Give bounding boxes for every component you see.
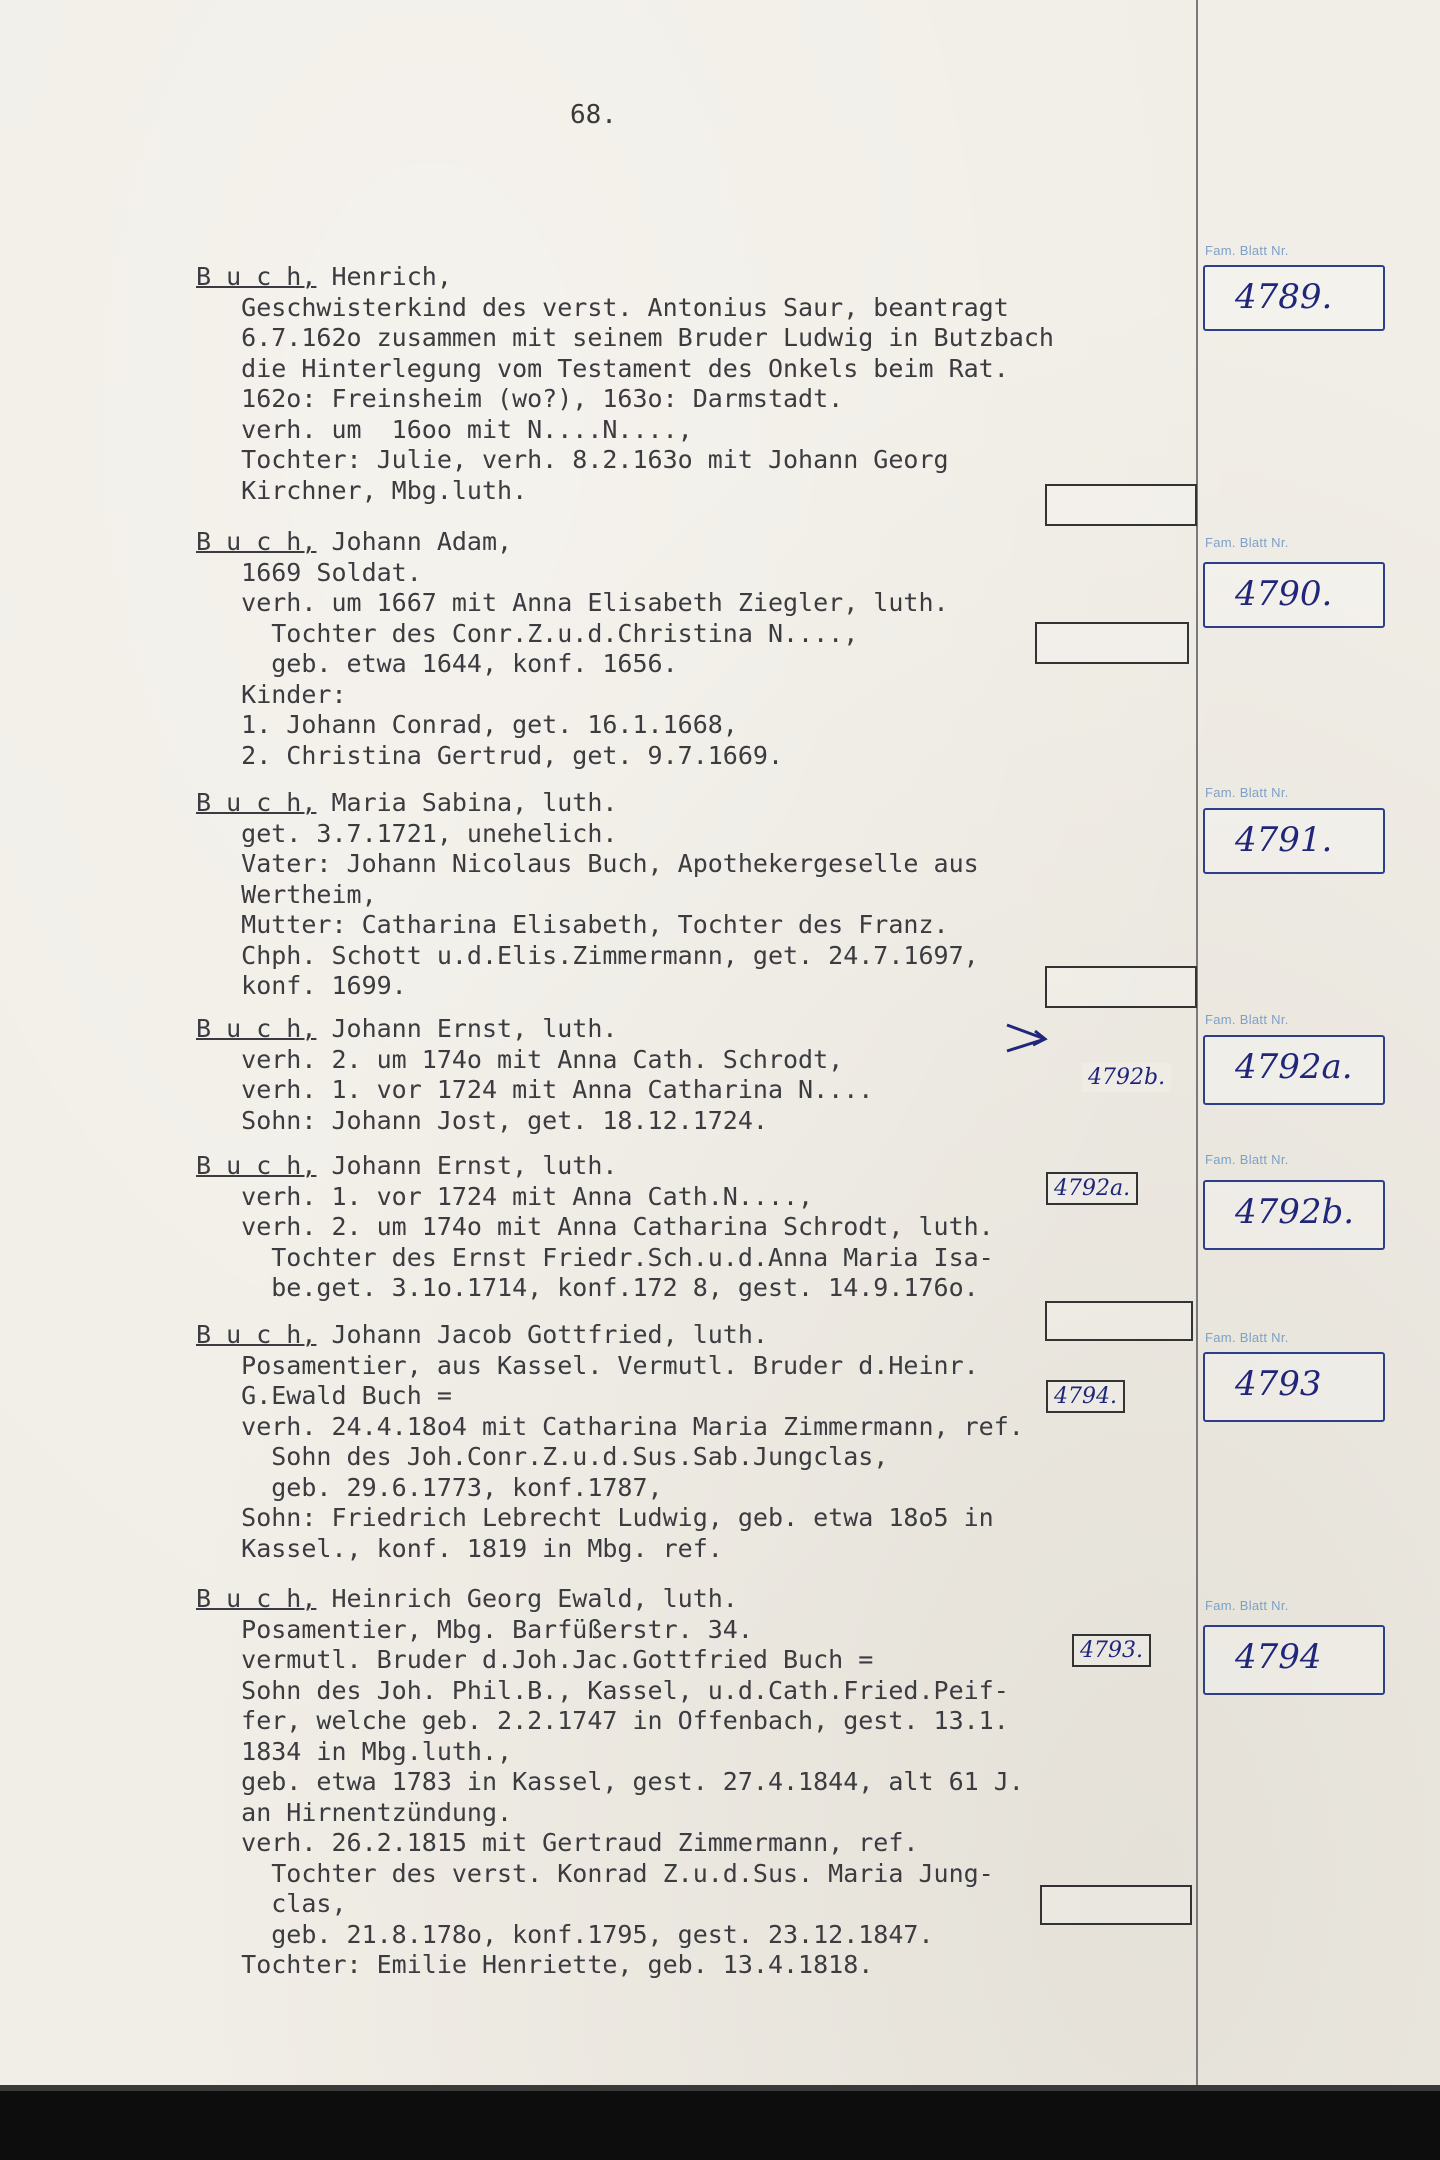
entry-line: Mutter: Catharina Elisabeth, Tochter des Franz. — [196, 910, 949, 939]
fam-blatt-label: Fam. Blatt Nr. — [1205, 1598, 1289, 1613]
entry-buch-johann-ernst-a — [196, 1014, 873, 1136]
entry-line: Tochter des Conr.Z.u.d.Christina N...., — [196, 618, 859, 648]
empty-ref-box — [1045, 484, 1197, 526]
entry-line: verh. um 1667 mit Anna Elisabeth Ziegler, luth. — [196, 588, 949, 617]
arrow-icon — [1005, 1017, 1065, 1057]
entry-name-head: B u c h, — [196, 1584, 317, 1613]
cross-ref-box: 4792a. — [1046, 1172, 1138, 1205]
entry-line: Tochter des Ernst Friedr.Sch.u.d.Anna Maria Isa- — [196, 1242, 994, 1272]
entry-name-head: B u c h, — [196, 527, 317, 556]
fam-blatt-box — [1203, 808, 1385, 874]
entry-line: Posamentier, Mbg. Barfüßerstr. 34. — [196, 1614, 753, 1644]
fam-blatt-box — [1203, 1035, 1385, 1105]
cross-ref-number: 4792b. — [1082, 1063, 1171, 1092]
scan-bottom-border — [0, 2085, 1440, 2160]
entry-name-head: B u c h, — [196, 1151, 317, 1180]
entry-line: 6.7.162o zusammen mit seinem Bruder Ludwig in Butzbach — [196, 323, 1054, 352]
fam-blatt-box — [1203, 1180, 1385, 1250]
fam-blatt-number: 4789. — [1235, 277, 1333, 317]
entry-buch-johann-adam — [196, 527, 949, 771]
entry-line: geb. 21.8.178o, konf.1795, gest. 23.12.1847. — [196, 1919, 934, 1949]
fam-blatt-box — [1203, 562, 1385, 628]
entry-line: Tochter: Emilie Henriette, geb. 13.4.1818. — [196, 1950, 874, 1979]
entry-name-head: B u c h, — [196, 1014, 317, 1043]
entry-buch-henrich — [196, 262, 1054, 506]
entry-line: an Hirnentzündung. — [196, 1797, 513, 1827]
entry-line: Chph. Schott u.d.Elis.Zimmermann, get. 24.7.1697, — [196, 940, 979, 970]
fam-blatt-number: 4792a. — [1235, 1047, 1353, 1087]
entry-line: B u c h, Maria Sabina, luth. — [196, 788, 618, 817]
margin-divider-line — [1196, 0, 1198, 2085]
fam-blatt-box — [1203, 1352, 1385, 1422]
entry-line: verh. 26.2.1815 mit Gertraud Zimmermann, ref. — [196, 1828, 919, 1857]
cross-ref-box: 4794. — [1046, 1380, 1125, 1413]
entry-line: Sohn des Joh. Phil.B., Kassel, u.d.Cath.Fried.Peif- — [196, 1675, 1009, 1705]
entry-line: G.Ewald Buch = — [196, 1381, 452, 1410]
entry-line: 2. Christina Gertrud, get. 9.7.1669. — [196, 740, 783, 770]
entry-line: Sohn: Johann Jost, get. 18.12.1724. — [196, 1105, 768, 1135]
entry-buch-maria-sabina — [196, 788, 979, 1002]
entry-line: 1669 Soldat. — [196, 557, 422, 587]
entry-line: verh. 1. vor 1724 mit Anna Catharina N.... — [196, 1075, 874, 1104]
fam-blatt-number: 4793 — [1235, 1364, 1322, 1404]
entry-line: 1834 in Mbg.luth., — [196, 1736, 513, 1766]
fam-blatt-number: 4790. — [1235, 574, 1333, 614]
page-number: 68. — [570, 100, 617, 130]
fam-blatt-label: Fam. Blatt Nr. — [1205, 1152, 1289, 1167]
entry-buch-heinrich-georg-ewald — [196, 1584, 1024, 1981]
entry-line: Geschwisterkind des verst. Antonius Saur, beantragt — [196, 292, 1009, 322]
entry-line: clas, — [196, 1889, 347, 1918]
entry-line: B u c h, Johann Ernst, luth. — [196, 1014, 618, 1043]
fam-blatt-label: Fam. Blatt Nr. — [1205, 1012, 1289, 1027]
entry-name-head: B u c h, — [196, 262, 317, 291]
entry-line: Vater: Johann Nicolaus Buch, Apothekergeselle aus — [196, 849, 979, 878]
fam-blatt-label: Fam. Blatt Nr. — [1205, 1330, 1289, 1345]
entry-line: geb. 29.6.1773, konf.1787, — [196, 1472, 663, 1502]
entry-line: geb. etwa 1783 in Kassel, gest. 27.4.1844, alt 61 J. — [196, 1767, 1024, 1796]
entry-name-head: B u c h, — [196, 1320, 317, 1349]
entry-line: Sohn des Joh.Conr.Z.u.d.Sus.Sab.Jungclas, — [196, 1442, 889, 1471]
cross-ref-box: 4793. — [1072, 1634, 1151, 1667]
entry-line: Posamentier, aus Kassel. Vermutl. Bruder d.Heinr. — [196, 1350, 979, 1380]
entry-line: B u c h, Johann Ernst, luth. — [196, 1151, 618, 1180]
empty-ref-box — [1045, 1301, 1193, 1341]
entry-line: be.get. 3.1o.1714, konf.172 8, gest. 14.9.176o. — [196, 1273, 979, 1302]
entry-line: Kirchner, Mbg.luth. — [196, 475, 528, 505]
empty-ref-box — [1045, 966, 1197, 1008]
entry-buch-johann-jacob-gottfried — [196, 1320, 1024, 1564]
entry-line: Tochter des verst. Konrad Z.u.d.Sus. Maria Jung- — [196, 1858, 994, 1888]
entry-line: B u c h, Johann Adam, — [196, 527, 513, 556]
entry-line: konf. 1699. — [196, 971, 407, 1000]
entry-buch-johann-ernst-b — [196, 1151, 994, 1304]
entry-line: B u c h, Heinrich Georg Ewald, luth. — [196, 1584, 738, 1613]
fam-blatt-box — [1203, 265, 1385, 331]
entry-line: vermutl. Bruder d.Joh.Jac.Gottfried Buch = — [196, 1645, 874, 1674]
entry-line: verh. 1. vor 1724 mit Anna Cath.N...., — [196, 1181, 814, 1211]
fam-blatt-number: 4791. — [1235, 820, 1333, 860]
fam-blatt-label: Fam. Blatt Nr. — [1205, 785, 1289, 800]
fam-blatt-number: 4792b. — [1235, 1192, 1355, 1232]
fam-blatt-label: Fam. Blatt Nr. — [1205, 535, 1289, 550]
entry-line: 162o: Freinsheim (wo?), 163o: Darmstadt. — [196, 384, 844, 413]
entry-line: geb. etwa 1644, konf. 1656. — [196, 649, 678, 678]
entry-line: die Hinterlegung vom Testament des Onkels beim Rat. — [196, 353, 1009, 383]
entry-line: get. 3.7.1721, unehelich. — [196, 818, 618, 848]
entry-line: Wertheim, — [196, 879, 377, 909]
entry-line: Kassel., konf. 1819 in Mbg. ref. — [196, 1533, 723, 1563]
entry-line: verh. um 16oo mit N....N...., — [196, 414, 693, 444]
entry-name-head: B u c h, — [196, 788, 317, 817]
entry-line: B u c h, Johann Jacob Gottfried, luth. — [196, 1320, 768, 1349]
empty-ref-box — [1035, 622, 1189, 664]
fam-blatt-label: Fam. Blatt Nr. — [1205, 243, 1289, 258]
entry-line: 1. Johann Conrad, get. 16.1.1668, — [196, 710, 738, 739]
empty-ref-box — [1040, 1885, 1192, 1925]
entry-line: verh. 2. um 174o mit Anna Catharina Schrodt, luth. — [196, 1212, 994, 1241]
entry-line: Kinder: — [196, 679, 347, 709]
entry-line: Tochter: Julie, verh. 8.2.163o mit Johann Georg — [196, 445, 949, 474]
entry-line: fer, welche geb. 2.2.1747 in Offenbach, gest. 13.1. — [196, 1706, 1009, 1735]
entry-line: Sohn: Friedrich Lebrecht Ludwig, geb. etwa 18o5 in — [196, 1503, 994, 1532]
entry-line: verh. 24.4.18o4 mit Catharina Maria Zimmermann, ref. — [196, 1411, 1024, 1441]
fam-blatt-number: 4794 — [1235, 1637, 1322, 1677]
fam-blatt-box — [1203, 1625, 1385, 1695]
entry-line: B u c h, Henrich, — [196, 262, 452, 291]
entry-line: verh. 2. um 174o mit Anna Cath. Schrodt, — [196, 1044, 844, 1074]
